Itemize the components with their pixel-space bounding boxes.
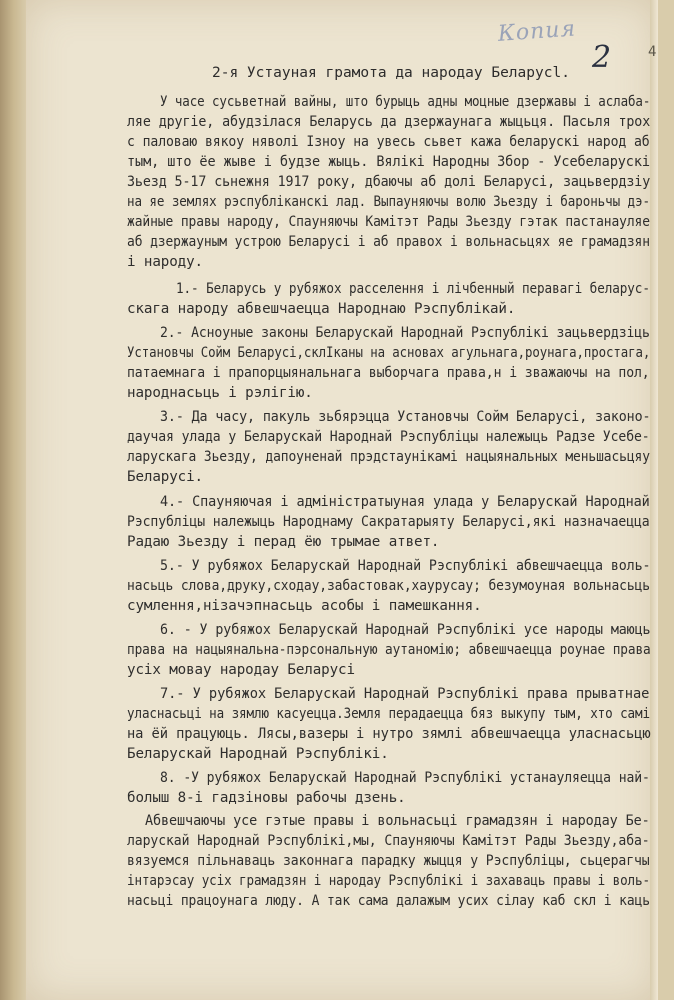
text-line: уласнасьці на зямлю касуецца.Земля перадаецца бяз выкупу тым, хто самі xyxy=(127,706,650,722)
text-line: Беларускай Народнай Рэспублікі. xyxy=(127,746,389,762)
text-line: 2.- Асноуные законы Беларускай Народнай Рэспублікі зацьвердзіць xyxy=(160,325,650,341)
text-line: У часе сусьветнай вайны, што бурыць адны моцные дзержавы і аслаба- xyxy=(160,94,651,110)
edge-mark: 4 xyxy=(648,44,657,60)
text-line: ляе другіе, абудзілася Беларусь да дзержаунага жыцьця. Пасьля трох xyxy=(127,114,651,130)
text-line: ларускага Зьезду, дапоуненай прэдстаунікамі нацыянальных меньшасьцяу xyxy=(127,449,650,465)
text-line: Зьезд 5-17 сьнежня 1917 року, дбаючы аб долі Беларусі, зацьвердзіу xyxy=(127,174,651,190)
text-line: 4.- Спауняючая і адміністратыуная улада у Беларускай Народнай xyxy=(160,494,650,510)
text-line: 1.- Беларусь у рубяжох расселення і лічбенный перавагі беларус- xyxy=(176,281,650,297)
text-line: Радаю Зьезду і перад ёю трымае атвет. xyxy=(127,534,440,550)
text-line: 5.- У рубяжох Беларускай Народнай Рэспублікі абвешчаецца воль- xyxy=(160,558,651,574)
text-line: вязуемся пільнаваць законнага парадку жыцця у Рэспубліцы, сьцерагчы xyxy=(127,853,650,869)
text-line: патаемнага і прапорцыянальнага выборчага права,н і зважаючы на пол, xyxy=(127,365,650,381)
text-line: насьці працоунага люду. А так сама далажым усих сілау каб скл і каць xyxy=(127,893,650,909)
handwritten-mark: Копия xyxy=(497,16,577,47)
text-line: 3.- Да часу, пакуль зьбярэцца Установчы Сойм Беларусі, законо- xyxy=(160,409,651,425)
text-line: болыш 8-і гадзіновы рабочы дзень. xyxy=(127,790,406,806)
text-line: Беларусі. xyxy=(127,469,203,485)
text-line: насьць слова,друку,сходау,забастовак,хаурусау; безумоуная вольнасьць xyxy=(127,578,650,594)
text-line: 6. - У рубяжох Беларускай Народнай Рэспублікі усе народы маюць xyxy=(160,622,651,638)
text-line: на ёй працуюць. Лясы,вазеры і нутро зямлі абвешчаецца уласнасьцю xyxy=(127,726,651,742)
text-line: Абвешчаючы усе гэтые правы і вольнасьці грамадзян і народау Бе- xyxy=(145,813,650,829)
text-line: народнасьць і рэлігію. xyxy=(127,385,313,401)
text-line: с паловаю вякоу няволі Ізноу на увесь сьвет кажа беларускі народ аб xyxy=(127,134,650,150)
text-line: Рэспубліцы належыць Народнаму Сакратарыяту Беларусі,які назначаецца xyxy=(127,514,650,530)
page-number: 2 xyxy=(592,40,612,75)
text-line: на яе землях рэспубліканскі лад. Выпауняючы волю Зьезду і бароньчы дэ- xyxy=(127,194,650,210)
text-line: даучая улада у Беларускай Народнай Рэспубліцы належыць Радзе Усебе- xyxy=(127,429,650,445)
text-line: і народу. xyxy=(127,254,203,270)
document-title: 2-я Устауная грамота да народау Беларусl. xyxy=(212,65,570,81)
sheet-edge xyxy=(650,0,658,1000)
text-line: ларускай Народнай Рэспублікі,мы, Спауняючы Камітэт Рады Зьезду,аба- xyxy=(127,833,650,849)
text-line: Установчы Сойм Беларусі,склІканы на асновах агульнага,роунага,простага, xyxy=(127,345,651,361)
text-line: жайные правы народу, Спауняючы Камітэт Рады Зьезду гэтак пастанауляе xyxy=(127,214,650,230)
text-line: інтарэсау усіх грамадзян і народау Рэспублікі і захаваць правы і воль- xyxy=(127,873,650,889)
text-line: 8. -У рубяжох Беларускай Народнай Рэспублікі устанауляецца най- xyxy=(160,770,650,786)
text-line: сумлення,нізачэпнасьць асобы і памешкання. xyxy=(127,598,482,614)
text-line: усіх мовау народау Беларусі xyxy=(127,662,355,678)
text-line: 7.- У рубяжох Беларускай Народнай Рэспублікі права прыватнае xyxy=(160,686,650,702)
text-line: права на нацыянальна-пэрсональную аутаномію; абвешчаецца роунае права xyxy=(127,642,651,658)
text-line: скага народу абвешчаецца Народнаю Рэспублікай. xyxy=(127,301,516,317)
text-line: аб дзержауным устрою Беларусі і аб правох і вольнасьцях яе грамадзян xyxy=(127,234,650,250)
text-line: тым, што ёе жыве і будзе жыць. Вялікі Народны Збор - Усебеларускі xyxy=(127,154,650,170)
